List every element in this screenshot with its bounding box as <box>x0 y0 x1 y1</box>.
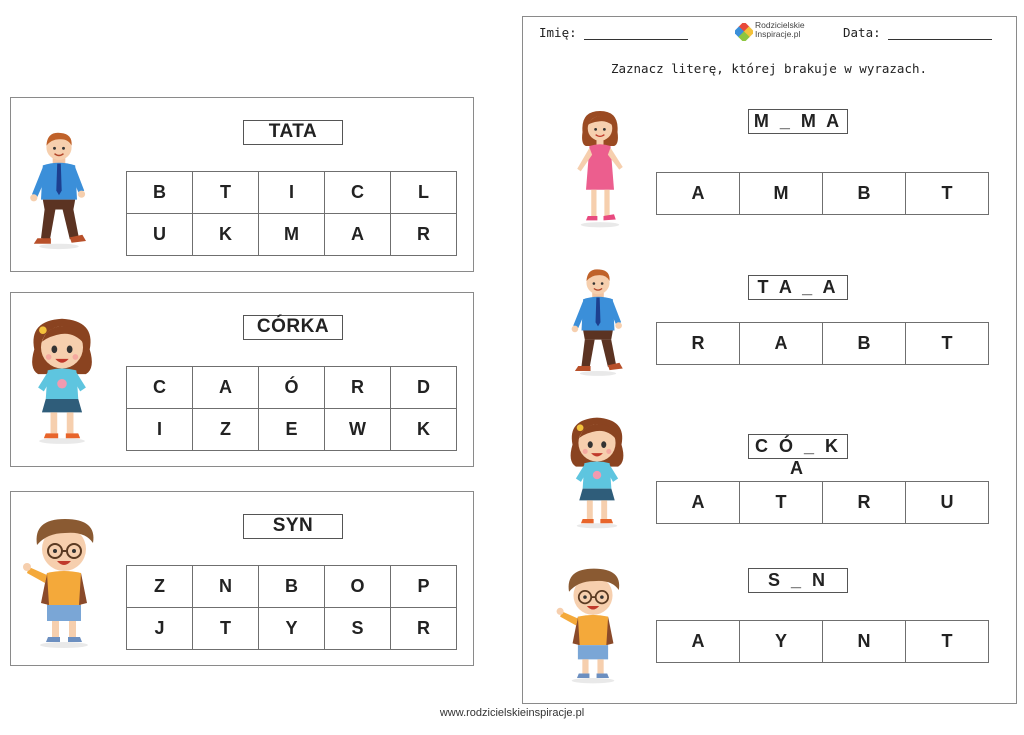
letter-cell[interactable]: I <box>259 172 325 214</box>
letter-cell[interactable]: M <box>259 214 325 256</box>
letter-cell[interactable]: U <box>127 214 193 256</box>
target-word: CÓRKA <box>243 315 343 340</box>
letter-cell[interactable]: W <box>325 409 391 451</box>
word-card-syn <box>10 491 474 666</box>
letter-cell[interactable]: P <box>391 566 457 608</box>
letter-cell[interactable]: A <box>325 214 391 256</box>
letter-cell[interactable]: I <box>127 409 193 451</box>
date-label: Data: <box>843 25 881 40</box>
option-cell[interactable]: U <box>906 482 989 524</box>
option-cell[interactable]: A <box>657 621 740 663</box>
logo-line-2: Inspiracje.pl <box>755 29 801 39</box>
option-cell[interactable]: T <box>906 621 989 663</box>
word-card-corka <box>10 292 474 467</box>
letter-cell[interactable]: E <box>259 409 325 451</box>
name-blank[interactable] <box>584 39 688 40</box>
option-cell[interactable]: R <box>657 323 740 365</box>
letter-cell[interactable]: Z <box>193 409 259 451</box>
option-row <box>656 172 989 215</box>
name-field[interactable] <box>539 25 688 40</box>
logo-icon <box>735 23 753 41</box>
letter-cell[interactable]: R <box>325 367 391 409</box>
letter-cell[interactable]: T <box>193 172 259 214</box>
name-label: Imię: <box>539 25 577 40</box>
letter-cell[interactable]: K <box>391 409 457 451</box>
date-blank[interactable] <box>888 39 992 40</box>
letter-cell[interactable]: L <box>391 172 457 214</box>
letter-cell[interactable]: R <box>391 608 457 650</box>
footer-url[interactable]: www.rodzicielskieinspiracje.pl <box>439 707 585 719</box>
option-cell[interactable]: T <box>906 173 989 215</box>
word-card-tata <box>10 97 474 272</box>
daughter-illustration <box>19 307 105 449</box>
son-illustration <box>553 557 633 687</box>
letter-cell[interactable]: Y <box>259 608 325 650</box>
letter-cell[interactable]: Ó <box>259 367 325 409</box>
logo-line-1: Rodzicielskie <box>755 20 805 30</box>
option-cell[interactable]: A <box>657 482 740 524</box>
letter-cell[interactable]: K <box>193 214 259 256</box>
incomplete-word: T A _ A <box>748 275 848 300</box>
mother-illustration <box>565 103 635 231</box>
letter-cell[interactable]: T <box>193 608 259 650</box>
target-word: SYN <box>243 514 343 539</box>
option-cell[interactable]: Y <box>740 621 823 663</box>
incomplete-word: C Ó _ K A <box>748 434 848 459</box>
letter-cell[interactable]: O <box>325 566 391 608</box>
letter-cell[interactable]: D <box>391 367 457 409</box>
letter-cell[interactable]: B <box>127 172 193 214</box>
letter-cell[interactable]: B <box>259 566 325 608</box>
option-cell[interactable]: B <box>823 173 906 215</box>
letter-cell[interactable]: J <box>127 608 193 650</box>
option-cell[interactable]: T <box>906 323 989 365</box>
option-row <box>656 322 989 365</box>
worksheet <box>522 16 1017 704</box>
daughter-illustration <box>559 407 635 533</box>
letter-grid <box>126 565 457 650</box>
option-cell[interactable]: R <box>823 482 906 524</box>
letter-cell[interactable]: S <box>325 608 391 650</box>
letter-cell[interactable]: R <box>391 214 457 256</box>
son-illustration <box>19 508 109 650</box>
father-illustration <box>565 255 631 383</box>
option-cell[interactable]: N <box>823 621 906 663</box>
letter-cell[interactable]: A <box>193 367 259 409</box>
date-field[interactable] <box>843 25 992 40</box>
instruction: Zaznacz literę, której brakuje w wyrazach. <box>610 61 928 76</box>
option-row <box>656 620 989 663</box>
letter-cell[interactable]: N <box>193 566 259 608</box>
letter-cell[interactable]: C <box>325 172 391 214</box>
letter-cell[interactable]: Z <box>127 566 193 608</box>
option-cell[interactable]: A <box>657 173 740 215</box>
option-cell[interactable]: A <box>740 323 823 365</box>
father-illustration <box>23 116 95 258</box>
option-cell[interactable]: T <box>740 482 823 524</box>
letter-grid <box>126 366 457 451</box>
option-cell[interactable]: B <box>823 323 906 365</box>
incomplete-word: M _ M A <box>748 109 848 134</box>
incomplete-word: S _ N <box>748 568 848 593</box>
option-cell[interactable]: M <box>740 173 823 215</box>
option-row <box>656 481 989 524</box>
letter-grid <box>126 171 457 256</box>
target-word: TATA <box>243 120 343 145</box>
letter-cell[interactable]: C <box>127 367 193 409</box>
